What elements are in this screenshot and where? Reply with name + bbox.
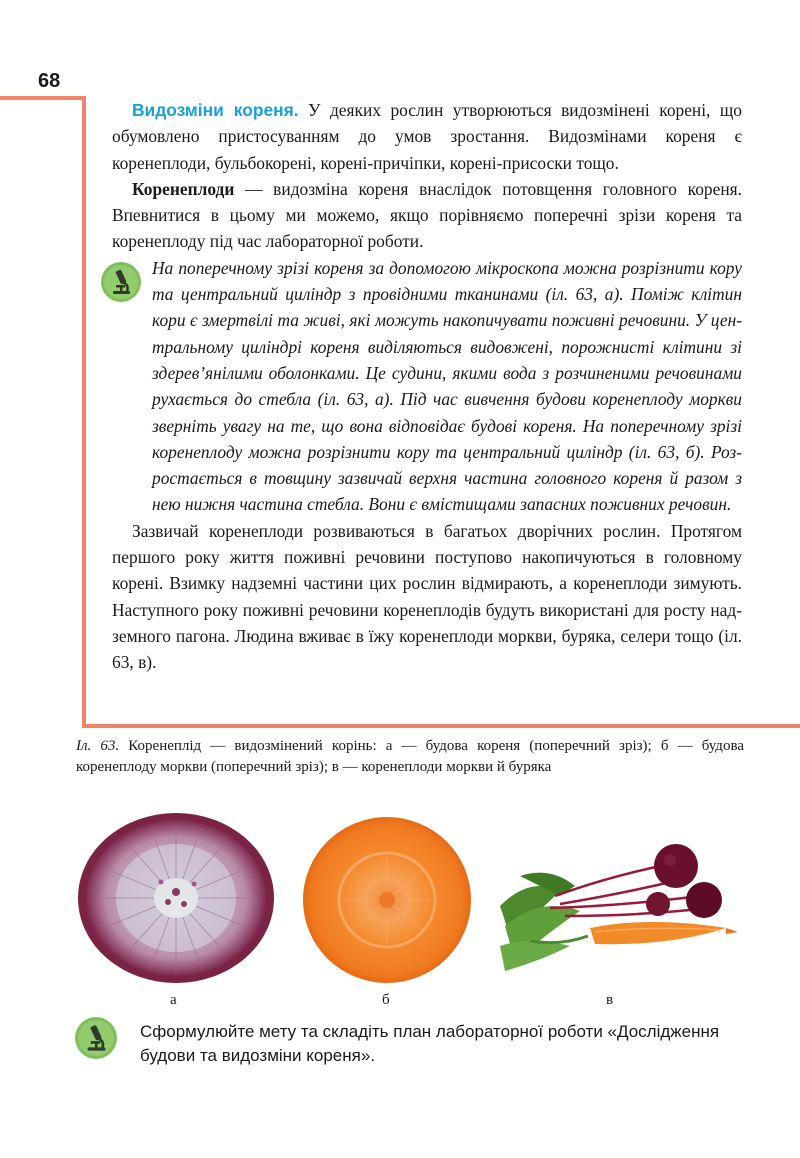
- frame-border-left: [82, 96, 86, 728]
- paragraph-1-text: У деяких рослин утворюються видозмінені корені, що обумовлено пристосуванням до умов зростання. Видозмінами кореня є коренеплоди, бульбокорені, корені-причіпки, корені-присоски тощо.: [112, 100, 742, 173]
- root-cross-section-image: [76, 812, 276, 984]
- main-text: [112, 97, 742, 676]
- figure-ref: Іл. 63.: [76, 738, 120, 754]
- microscope-icon: [100, 261, 142, 303]
- carrots-and-beets-image: [500, 836, 740, 976]
- paragraph-biennial: Зазвичай коренеплоди розвиваються в багатьох дворічних рослин. Протягом першого року життя поживні речовини поступово накопичуються в головному корені. Взимку надземні частини цих рослин відмирають, а коренеплоди зимують. Наступного року поживні речовини коренеплодів будуть використані для росту надземного пагона. Людина вживає в їжу коренеплоди моркви, буряка, селери тощо (іл. 63, в).: [112, 520, 742, 673]
- figure-label-a: а: [170, 992, 177, 1008]
- term-root-modifications: Видозміни кореня.: [132, 100, 299, 120]
- figure-caption: [76, 736, 744, 778]
- microscope-icon: [74, 1016, 118, 1060]
- lab-work-block: [112, 255, 742, 518]
- task-text: Сформулюйте мету та складіть план лабораторної роботи «Дослідження будови та видозміни кореня».: [140, 1022, 720, 1065]
- paragraph-modifications: [112, 97, 742, 176]
- paragraph-root-crops: [112, 176, 742, 255]
- figure-label-b: б: [382, 992, 390, 1008]
- lab-instructions: На поперечному зрізі кореня за допомогою мікроскопа можна розрізнити кору та центральний циліндр з провідними тканинами (іл. 63, а). Поміж клітин кори є змертвілі та живі, які можуть накопичувати поживні речовини. У центральному циліндрі кореня виділяються видовжені, порожнисті клітини зі здерев’янілими оболонками. Це судини, якими вода з розчиненими речовинами рухається до стебла (іл. 63, а). Під час вивчення будови коренеплоду моркви зверніть увагу на те, що вона відповідає будові кореня. На поперечному зрізі коренеплоду можна розрізнити кору та центральний циліндр (іл. 63, б). Розростається в товщину зазвичай верхня частина головного кореня й разом з нею нижня частина стебла. Вони є вмістищами запасних поживних речовин.: [152, 257, 742, 515]
- paragraph-2-text: — видозміна кореня внаслідок потовщення головного кореня. Впевнитися в цьому ми можемо, якщо порівняємо поперечні зрізи кореня та коренеплоду під час лабораторної роботи.: [112, 178, 742, 252]
- carrot-cross-section-image: [302, 816, 472, 984]
- frame-border-top: [0, 96, 86, 100]
- figure-label-c: в: [606, 992, 614, 1008]
- page-number: 68: [38, 70, 61, 92]
- term-root-crops: Коренеплоди: [132, 178, 235, 199]
- frame-border-bottom: [82, 724, 800, 728]
- figure-caption-text: Коренеплід — видозмінений корінь: а — будова кореня (поперечний зріз); б — будова коренеплоду моркви (поперечний зріз); в — коренеплоди моркви й буряка: [76, 738, 744, 775]
